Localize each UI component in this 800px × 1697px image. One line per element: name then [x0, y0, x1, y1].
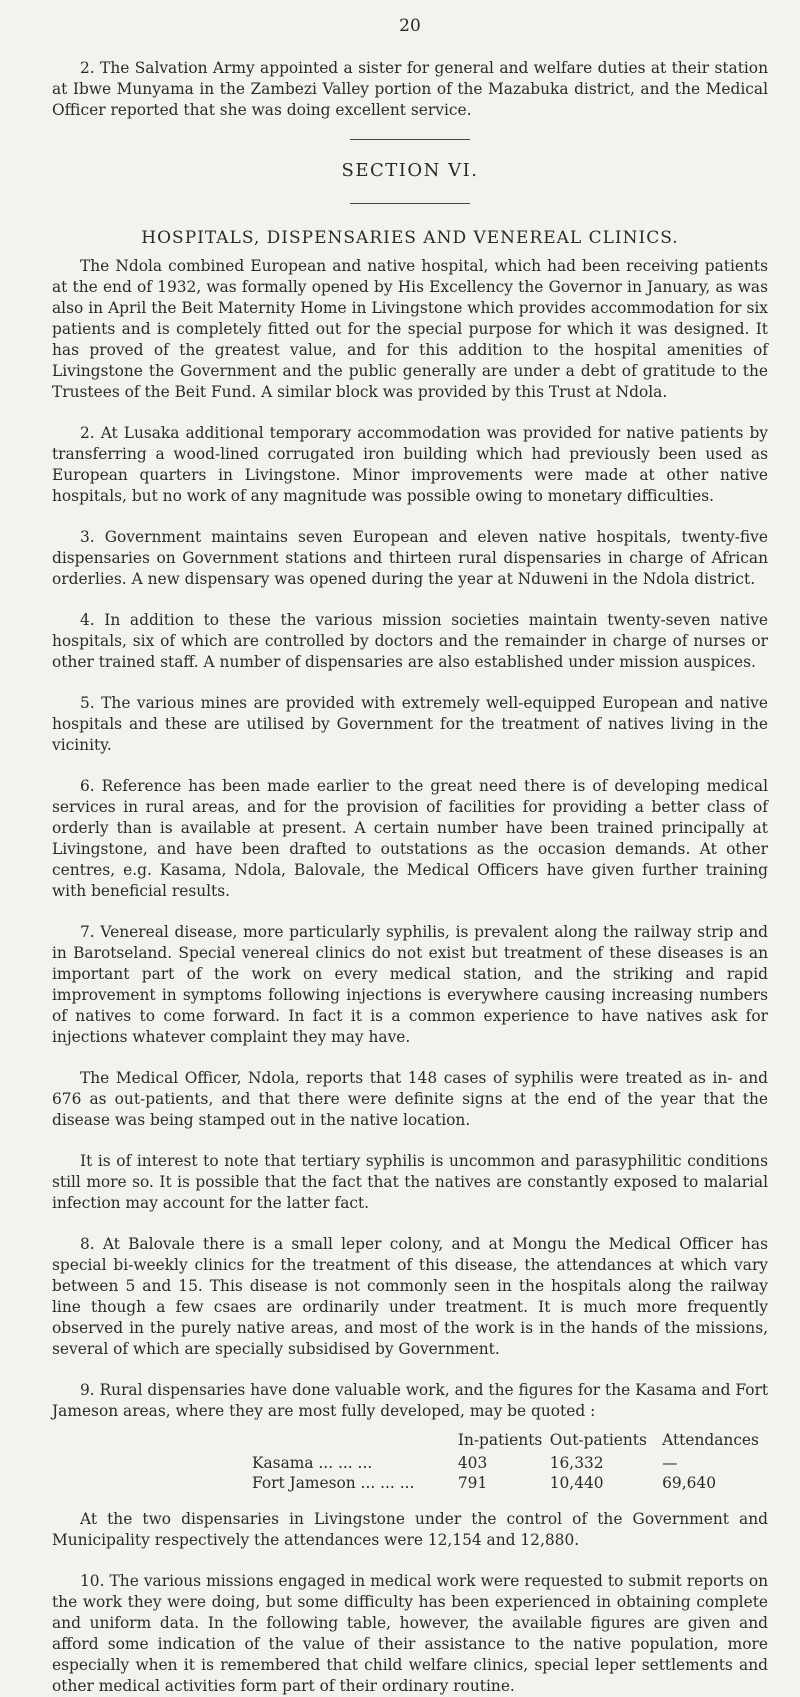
- table-row: [252, 1453, 768, 1473]
- paragraph-2: 2. At Lusaka additional temporary accommodation was provided for native patients by transferring a wood-lined corrugated iron building which had previously been used as European quarters in Livingstone. Minor improvements were made at other native hospitals, but no work of any magnitude was possible owing to monetary difficulties.: [52, 424, 768, 505]
- table-header-row: [252, 1430, 768, 1453]
- table-row: [252, 1473, 768, 1493]
- divider: [350, 203, 470, 204]
- paragraph-intro: 2. The Salvation Army appointed a sister for general and welfare duties at their station at Ibwe Munyama in the Zambezi Valley portion of the Mazabuka district, and the Medical Officer reported that she was doing excellent service.: [52, 59, 768, 119]
- table-cell: Fort Jameson ... ... ...: [252, 1474, 415, 1492]
- paragraph-7c: It is of interest to note that tertiary syphilis is uncommon and parasyphilitic conditions still more so. It is possible that the fact that the natives are constantly exposed to malarial infection may account for the latter fact.: [52, 1152, 768, 1212]
- paragraph-9b: At the two dispensaries in Livingstone under the control of the Government and Municipality respectively the attendances were 12,154 and 12,880.: [52, 1510, 768, 1549]
- paragraph-3: 3. Government maintains seven European and eleven native hospitals, twenty-five dispensaries on Government stations and thirteen rural dispensaries in charge of African orderlies. A new dispensary was opened during the year at Nduweni in the Ndola district.: [52, 528, 768, 588]
- table-cell: 791: [457, 1474, 488, 1492]
- table-header: Attendances: [662, 1431, 759, 1449]
- table-cell: 10,440: [549, 1474, 604, 1492]
- page-number: 20: [399, 16, 421, 36]
- table-cell: 69,640: [662, 1474, 716, 1492]
- paragraph-5: 5. The various mines are provided with extremely well-equipped European and native hospitals and these are utilised by Government for the treatment of natives living in the vicinity.: [52, 694, 768, 754]
- section-heading: SECTION VI.: [341, 160, 479, 181]
- paragraph-10: 10. The various missions engaged in medical work were requested to submit reports on the work they were doing, but some difficulty has been experienced in obtaining complete and uniform data. In the following table, however, the available figures are given and afford some indication of the value of their assistance to the native population, more especially when it is remembered that child welfare clinics, special leper settlements and other medical activities form part of their ordinary routine.: [52, 1572, 768, 1695]
- paragraph-8: 8. At Balovale there is a small leper colony, and at Mongu the Medical Officer has special bi-weekly clinics for the treatment of this disease, the attendances at which vary between 5 and 15. This disease is not commonly seen in the hospitals along the railway line though a few csaes are ordinarily under treatment. It is much more frequently observed in the purely native areas, and most of the work is in the hands of the missions, several of which are specially subsidised by Government.: [52, 1235, 768, 1358]
- paragraph-4: 4. In addition to these the various mission societies maintain twenty-seven native hospitals, six of which are controlled by doctors and the remainder in charge of nurses or other trained staff. A number of dispensaries are also established under mission auspices.: [52, 611, 768, 671]
- table-header: [252, 1430, 458, 1453]
- table-header: In-patients: [457, 1431, 543, 1449]
- dispensary-figures-table: [252, 1430, 768, 1493]
- paragraph-7b: The Medical Officer, Ndola, reports that 148 cases of syphilis were treated as in- and 676 as out-patients, and that there were definite signs at the end of the year that the disease was being stamped out in the native location.: [52, 1069, 768, 1129]
- table-cell: Kasama ... ... ...: [252, 1454, 373, 1472]
- chapter-heading: HOSPITALS, DISPENSARIES AND VENEREAL CLINICS.: [141, 228, 679, 248]
- table-cell: —: [662, 1454, 678, 1472]
- paragraph-6: 6. Reference has been made earlier to the great need there is of developing medical services in rural areas, and for the provision of facilities for providing a better class of orderly than is available at present. A certain number have been trained principally at Livingstone, and have been drafted to outstations as the occasion demands. At other centres, e.g. Kasama, Ndola, Balovale, the Medical Officers have given further training with beneficial results.: [52, 777, 768, 900]
- paragraph-9: 9. Rural dispensaries have done valuable work, and the figures for the Kasama and Fort Jameson areas, where they are most fully developed, may be quoted :: [52, 1381, 769, 1420]
- paragraph-1: The Ndola combined European and native hospital, which had been receiving patients at the end of 1932, was formally opened by His Excellency the Governor in January, as was also in April the Beit Maternity Home in Livingstone which provides accommodation for six patients and is completely fitted out for the special purpose for which it was designed. It has proved of the greatest value, and for this addition to the hospital amenities of Livingstone the Government and the public generally are under a debt of gratitude to the Trustees of the Beit Fund. A similar block was provided by this Trust at Ndola.: [52, 257, 768, 401]
- table-header: Out-patients: [549, 1431, 647, 1449]
- table-cell: 16,332: [549, 1454, 604, 1472]
- paragraph-7: 7. Venereal disease, more particularly syphilis, is prevalent along the railway strip and in Barotseland. Special venereal clinics do not exist but treatment of these diseases is an important part of the work on every medical station, and the striking and rapid improvement in symptoms following injections is everywhere causing increasing numbers of natives to come forward. In fact it is a common experience to have natives ask for injections whatever complaint they may have.: [52, 923, 768, 1046]
- table-cell: 403: [457, 1454, 488, 1472]
- divider: [350, 139, 470, 140]
